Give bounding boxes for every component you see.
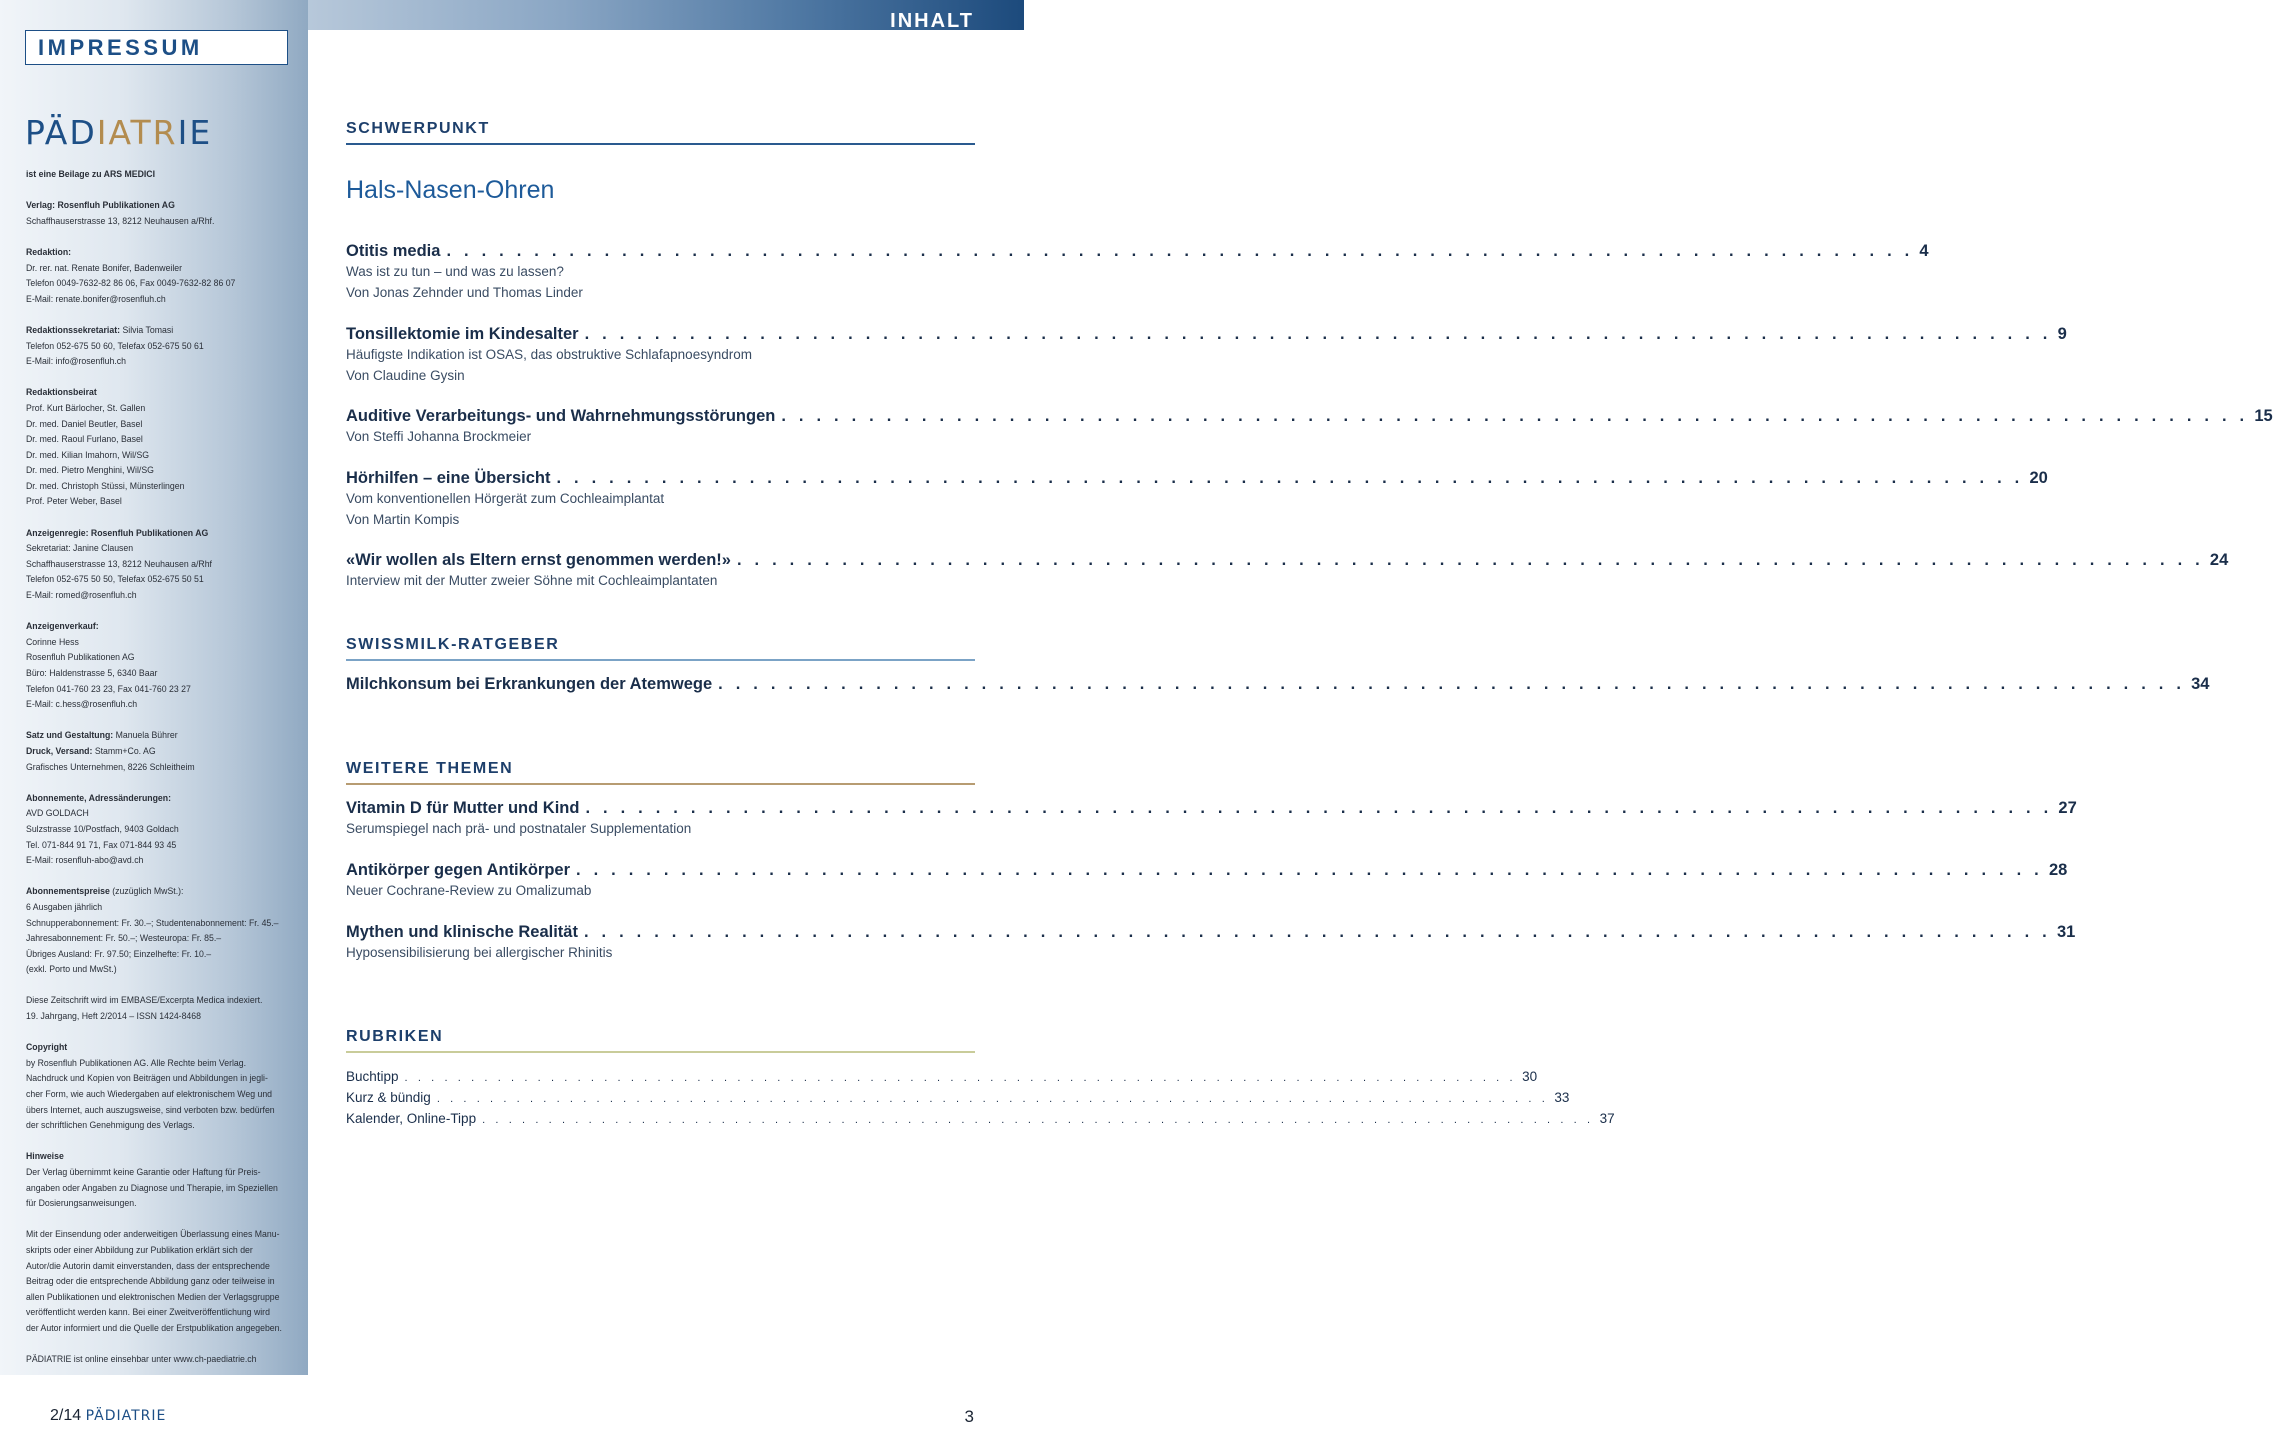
toc-entry-page: 31 — [2056, 923, 2076, 941]
impressum-line: Dr. rer. nat. Renate Bonifer, Badenweiler — [26, 261, 183, 273]
rubrik-row[interactable] — [346, 1069, 1538, 1090]
impressum-line: Copyright — [26, 1041, 68, 1053]
toc-entry-subtitle: Serumspiegel nach prä- und postnataler Supplementation — [346, 821, 692, 836]
impressum-block — [26, 1226, 286, 1335]
section-weitere-themen — [346, 760, 975, 785]
toc-entry-subtitle: Von Claudine Gysin — [346, 368, 465, 383]
dot-leader: . . . . . . . . . . . . . . . . . . . . . . . . . . . . . . . . . . . . . . . . . . . . . . . . . . . . . . . . . . . . . . . . . . . . . . . . . . . . . . . . . . . . — [718, 675, 2186, 693]
toc-entry-row[interactable] — [346, 675, 2210, 694]
impressum-line: Autor/die Autorin damit einverstanden, dass der entsprechende — [26, 1259, 270, 1271]
rubrik-title[interactable]: Kalender, Online-Tipp — [346, 1111, 477, 1126]
toc-entry-subtitle: Häufigste Indikation ist OSAS, das obstruktive Schlafapnoesyndrom — [346, 347, 752, 362]
impressum-block — [26, 525, 286, 603]
impressum-block — [26, 883, 286, 977]
dot-leader: . . . . . . . . . . . . . . . . . . . . . . . . . . . . . . . . . . . . . . . . . . . . . . . . . . . . . . . . . . . . . . . . . . . . . . . . . . . . . . . . . . . . — [482, 1114, 1594, 1126]
section-label: INHALT — [890, 10, 974, 32]
impressum-title-box — [25, 30, 288, 65]
rubrik-entry[interactable] — [346, 1090, 1570, 1111]
impressum-line: ist eine Beilage zu ARS MEDICI — [26, 168, 156, 179]
toc-entry-row[interactable] — [346, 551, 2229, 570]
impressum-text — [26, 166, 286, 1382]
impressum-line: Grafisches Unternehmen, 8226 Schleitheim — [26, 760, 195, 772]
footer-logo: PÄDIATRIE — [85, 1408, 167, 1424]
page-number: 3 — [964, 1407, 974, 1426]
toc-entry-page: 4 — [1919, 242, 1929, 260]
toc-entry-page: 28 — [2048, 861, 2068, 879]
toc-entry-title[interactable]: Tonsillektomie im Kindesalter — [346, 325, 579, 343]
impressum-line: Mit der Einsendung oder anderweitigen Überlassung eines Manu- — [26, 1228, 280, 1240]
impressum-line: by Rosenfluh Publikationen AG. Alle Rechte beim Verlag. — [26, 1056, 247, 1068]
impressum-block — [26, 1039, 286, 1133]
impressum-line: cher Form, wie auch Wiedergaben auf elektronischem Weg und — [26, 1088, 273, 1100]
dot-leader: . . . . . . . . . . . . . . . . . . . . . . . . . . . . . . . . . . . . . . . . . . . . . . . . . . . . . . . . . . . . . . . . . . . . . . . . . . . . . . . . . . . . — [583, 923, 2051, 941]
impressum-line: Diese Zeitschrift wird im EMBASE/Excerpta Medica indexiert. — [26, 994, 263, 1006]
impressum-block — [26, 322, 286, 369]
focus-theme-title: Hals-Nasen-Ohren — [346, 176, 555, 204]
dot-leader: . . . . . . . . . . . . . . . . . . . . . . . . . . . . . . . . . . . . . . . . . . . . . . . . . . . . . . . . . . . . . . . . . . . . . . . . . . . . . . . . . . . . — [556, 469, 2024, 487]
section-title: RUBRIKEN — [346, 1028, 444, 1045]
impressum-line: Nachdruck und Kopien von Beiträgen und Abbildungen in jegli- — [26, 1072, 268, 1084]
toc-entry-subtitle: Von Steffi Johanna Brockmeier — [346, 429, 532, 444]
impressum-line: 6 Ausgaben jährlich — [26, 900, 103, 912]
impressum-block — [26, 197, 286, 228]
impressum-line: Schnupperabonnement: Fr. 30.–; Studentenabonnement: Fr. 45.– — [26, 916, 279, 928]
impressum-line: Telefon 052-675 50 50, Telefax 052-675 50 51 — [26, 573, 204, 585]
toc-entry-row[interactable] — [346, 469, 2048, 488]
section-schwerpunkt — [346, 120, 975, 145]
rubrik-title[interactable]: Kurz & bündig — [346, 1090, 431, 1105]
toc-entry-page: 9 — [2057, 325, 2067, 343]
impressum-line: Büro: Haldenstrasse 5, 6340 Baar — [26, 667, 158, 678]
dot-leader: . . . . . . . . . . . . . . . . . . . . . . . . . . . . . . . . . . . . . . . . . . . . . . . . . . . . . . . . . . . . . . . . . . . . . . . . . . . . . . . . . . . . — [436, 1093, 1549, 1105]
toc-entry-page: 27 — [2058, 799, 2077, 817]
section-title: SCHWERPUNKT — [346, 120, 490, 137]
impressum-line: Schaffhauserstrasse 13, 8212 Neuhausen a/Rhf — [26, 557, 212, 569]
toc-entry[interactable] — [346, 469, 2048, 530]
toc-entry-subtitle: Neuer Cochrane-Review zu Omalizumab — [346, 883, 592, 898]
toc-entry-title[interactable]: Otitis media — [346, 242, 441, 260]
impressum-line: Telefon 052-675 50 60, Telefax 052-675 50 61 — [26, 339, 204, 351]
section-title: SWISSMILK-RATGEBER — [346, 636, 560, 653]
toc-entry-page: 15 — [2254, 407, 2273, 425]
toc-entry[interactable] — [346, 675, 2210, 694]
impressum-line: der Autor informiert und die Quelle der Erstpublikation angegeben. — [26, 1321, 282, 1333]
impressum-line: AVD GOLDACH — [26, 807, 89, 819]
paediatrie-logo: PÄDIATRIE — [25, 113, 213, 152]
rubrik-row[interactable] — [346, 1090, 1570, 1111]
impressum-line: übers Internet, auch auszugsweise, sind verboten bzw. bedürfen — [26, 1103, 275, 1115]
impressum-title: IMPRESSUM — [38, 35, 203, 60]
impressum-line: für Dosierungsanweisungen. — [26, 1197, 137, 1209]
footer-issue — [50, 1407, 166, 1425]
toc-entry-page: 24 — [2209, 551, 2229, 569]
rubrik-row[interactable] — [346, 1111, 1615, 1132]
impressum-line: Dr. med. Daniel Beutler, Basel — [26, 417, 143, 429]
impressum-line: Prof. Kurt Bärlocher, St. Gallen — [26, 401, 146, 413]
toc-entry-row[interactable] — [346, 325, 2067, 344]
impressum-line: Dr. med. Raoul Furlano, Basel — [26, 433, 143, 445]
impressum-line: Dr. med. Christoph Stüssi, Münsterlingen — [26, 479, 185, 491]
impressum-line: Beitrag oder die entsprechende Abbildung ganz oder teilweise in — [26, 1275, 275, 1287]
section-rule — [346, 659, 975, 661]
section-rule — [346, 1051, 975, 1053]
toc-entry-title[interactable]: Antikörper gegen Antikörper — [346, 861, 570, 879]
impressum-line: Corinne Hess — [26, 635, 79, 647]
impressum-line: Sekretariat: Janine Clausen — [26, 542, 134, 554]
impressum-line: (exkl. Porto und MwSt.) — [26, 963, 117, 975]
impressum-line: Hinweise — [26, 1150, 64, 1162]
impressum-block — [26, 166, 286, 182]
toc-entry-title[interactable]: «Wir wollen als Eltern ernst genommen werden!» — [346, 551, 731, 569]
impressum-line: E-Mail: romed@rosenfluh.ch — [26, 589, 137, 601]
toc-entry-subtitle: Vom konventionellen Hörgerät zum Cochleaimplantat — [346, 491, 665, 506]
impressum-line: Redaktionssekretariat: Silvia Tomasi — [26, 323, 174, 335]
impressum-line: Dr. med. Kilian Imahorn, Wil/SG — [26, 448, 150, 460]
impressum-line: der schriftlichen Genehmigung des Verlags. — [26, 1119, 195, 1131]
impressum-sidebar — [0, 0, 308, 1375]
section-swissmilk — [346, 636, 975, 661]
impressum-line: Der Verlag übernimmt keine Garantie oder Haftung für Preis- — [26, 1166, 261, 1177]
impressum-line: Tel. 071-844 91 71, Fax 071-844 93 45 — [26, 838, 177, 850]
toc-entry-subtitle: Von Martin Kompis — [346, 512, 460, 527]
toc-entry-title[interactable]: Vitamin D für Mutter und Kind — [346, 799, 580, 817]
toc-entry-title[interactable]: Mythen und klinische Realität — [346, 923, 578, 941]
impressum-line: Redaktionsbeirat — [26, 386, 97, 398]
impressum-block — [26, 1351, 286, 1367]
rubrik-entry[interactable] — [346, 1111, 1615, 1132]
toc-entry[interactable] — [346, 861, 2068, 901]
dot-leader: . . . . . . . . . . . . . . . . . . . . . . . . . . . . . . . . . . . . . . . . . . . . . . . . . . . . . . . . . . . . . . . . . . . . . . . . . . . . . . . . . . . . — [585, 799, 2053, 817]
toc-entry-subtitle: Von Jonas Zehnder und Thomas Linder — [346, 285, 583, 300]
impressum-line: Abonnemente, Adressänderungen: — [26, 791, 172, 803]
impressum-block — [26, 244, 286, 306]
impressum-line: PÄDIATRIE ist online einsehbar unter www.ch-paediatrie.ch — [26, 1353, 257, 1365]
impressum-block — [26, 992, 286, 1023]
rubrik-page: 37 — [1599, 1111, 1615, 1126]
section-title: WEITERE THEMEN — [346, 760, 514, 777]
toc-entry-subtitle: Was ist zu tun – und was zu lassen? — [346, 264, 564, 279]
impressum-block — [26, 727, 286, 774]
impressum-line: Abonnementspreise (zuzüglich MwSt.): — [26, 885, 184, 897]
dot-leader: . . . . . . . . . . . . . . . . . . . . . . . . . . . . . . . . . . . . . . . . . . . . . . . . . . . . . . . . . . . . . . . . . . . . . . . . . . . . . . . . . . . . — [781, 407, 2249, 425]
impressum-line: Prof. Peter Weber, Basel — [26, 495, 122, 507]
impressum-block — [26, 384, 286, 509]
toc-entry-row[interactable] — [346, 799, 2077, 818]
impressum-line: Anzeigenregie: Rosenfluh Publikationen AG — [26, 526, 209, 538]
impressum-line: Anzeigenverkauf: — [26, 620, 99, 632]
impressum-line: Sulzstrasse 10/Postfach, 9403 Goldach — [26, 822, 179, 834]
impressum-line: Redaktion: — [26, 245, 72, 257]
toc-entry-row[interactable] — [346, 923, 2076, 942]
impressum-line: veröffentlicht werden kann. Bei einer Zweitveröffentlichung wird — [26, 1306, 270, 1318]
impressum-line: Übriges Ausland: Fr. 97.50; Einzelhefte: Fr. 10.– — [26, 947, 212, 959]
toc-entry[interactable] — [346, 325, 2067, 386]
section-rule — [346, 143, 975, 145]
toc-entry-subtitle: Hyposensibilisierung bei allergischer Rhinitis — [346, 945, 613, 960]
rubrik-entry[interactable] — [346, 1069, 1538, 1090]
toc-entry[interactable] — [346, 923, 2076, 963]
rubrik-title[interactable]: Buchtipp — [346, 1069, 399, 1084]
impressum-line: E-Mail: renate.bonifer@rosenfluh.ch — [26, 292, 166, 304]
toc-entry[interactable] — [346, 799, 2077, 839]
impressum-line: Jahresabonnement: Fr. 50.–; Westeuropa: Fr. 85.– — [26, 932, 222, 944]
impressum-line: Telefon 041-760 23 23, Fax 041-760 23 27 — [26, 682, 191, 694]
impressum-line: Dr. med. Pietro Menghini, Wil/SG — [26, 464, 154, 476]
impressum-line: Verlag: Rosenfluh Publikationen AG — [26, 199, 175, 211]
dot-leader: . . . . . . . . . . . . . . . . . . . . . . . . . . . . . . . . . . . . . . . . . . . . . . . . . . . . . . . . . . . . . . . . . . . . . . . . . . . . . . . . . . . . — [404, 1072, 1517, 1084]
toc-entry-title[interactable]: Auditive Verarbeitungs- und Wahrnehmungsstörungen — [346, 407, 776, 425]
impressum-line: E-Mail: info@rosenfluh.ch — [26, 355, 126, 367]
impressum-line: Rosenfluh Publikationen AG — [26, 651, 135, 663]
dot-leader: . . . . . . . . . . . . . . . . . . . . . . . . . . . . . . . . . . . . . . . . . . . . . . . . . . . . . . . . . . . . . . . . . . . . . . . . . . . . . . . . . . . . — [576, 861, 2043, 879]
impressum-line: angaben oder Angaben zu Diagnose und Therapie, im Speziellen — [26, 1181, 278, 1193]
impressum-line: Schaffhauserstrasse 13, 8212 Neuhausen a/Rhf. — [26, 214, 215, 226]
toc-entry-row[interactable] — [346, 242, 1929, 261]
impressum-line: skripts oder einer Abbildung zur Publikation erklärt sich der — [26, 1243, 253, 1255]
toc-entry[interactable] — [346, 242, 1929, 303]
section-rule — [346, 783, 975, 785]
impressum-line: 19. Jahrgang, Heft 2/2014 – ISSN 1424-8468 — [26, 1010, 201, 1022]
impressum-line: Satz und Gestaltung: Manuela Bührer — [26, 729, 178, 741]
section-rubriken — [346, 1028, 975, 1053]
dot-leader: . . . . . . . . . . . . . . . . . . . . . . . . . . . . . . . . . . . . . . . . . . . . . . . . . . . . . . . . . . . . . . . . . . . . . . . . . . . . . . . . . . . . — [446, 242, 1914, 260]
impressum-block — [26, 790, 286, 868]
toc-entry-row[interactable] — [346, 407, 2273, 426]
toc-entry-page: 20 — [2029, 469, 2048, 487]
rubrik-page: 30 — [1522, 1069, 1538, 1084]
impressum-line: Druck, Versand: Stamm+Co. AG — [26, 744, 156, 756]
impressum-line: allen Publikationen und elektronischen Medien der Verlagsgruppe — [26, 1290, 280, 1302]
issue-number: 2/14 — [50, 1407, 82, 1424]
toc-entry-row[interactable] — [346, 861, 2068, 880]
toc-entry-title[interactable]: Hörhilfen – eine Übersicht — [346, 469, 551, 487]
dot-leader: . . . . . . . . . . . . . . . . . . . . . . . . . . . . . . . . . . . . . . . . . . . . . . . . . . . . . . . . . . . . . . . . . . . . . . . . . . . . . . . . . . . . — [584, 325, 2052, 343]
toc-entry[interactable] — [346, 551, 2229, 591]
impressum-line: E-Mail: rosenfluh-abo@avd.ch — [26, 854, 144, 866]
toc-entry[interactable] — [346, 407, 2273, 447]
toc-entry-subtitle: Interview mit der Mutter zweier Söhne mit Cochleaimplantaten — [346, 573, 718, 588]
toc-entry-page: 34 — [2191, 675, 2210, 693]
impressum-line: Telefon 0049-7632-82 86 06, Fax 0049-7632-82 86 07 — [26, 277, 236, 289]
impressum-block — [26, 618, 286, 712]
toc-entry-title[interactable]: Milchkonsum bei Erkrankungen der Atemwege — [346, 675, 713, 693]
impressum-line: E-Mail: c.hess@rosenfluh.ch — [26, 698, 138, 710]
rubrik-page: 33 — [1554, 1090, 1570, 1105]
impressum-block — [26, 1148, 286, 1210]
dot-leader: . . . . . . . . . . . . . . . . . . . . . . . . . . . . . . . . . . . . . . . . . . . . . . . . . . . . . . . . . . . . . . . . . . . . . . . . . . . . . . . . . . . . — [736, 551, 2204, 569]
